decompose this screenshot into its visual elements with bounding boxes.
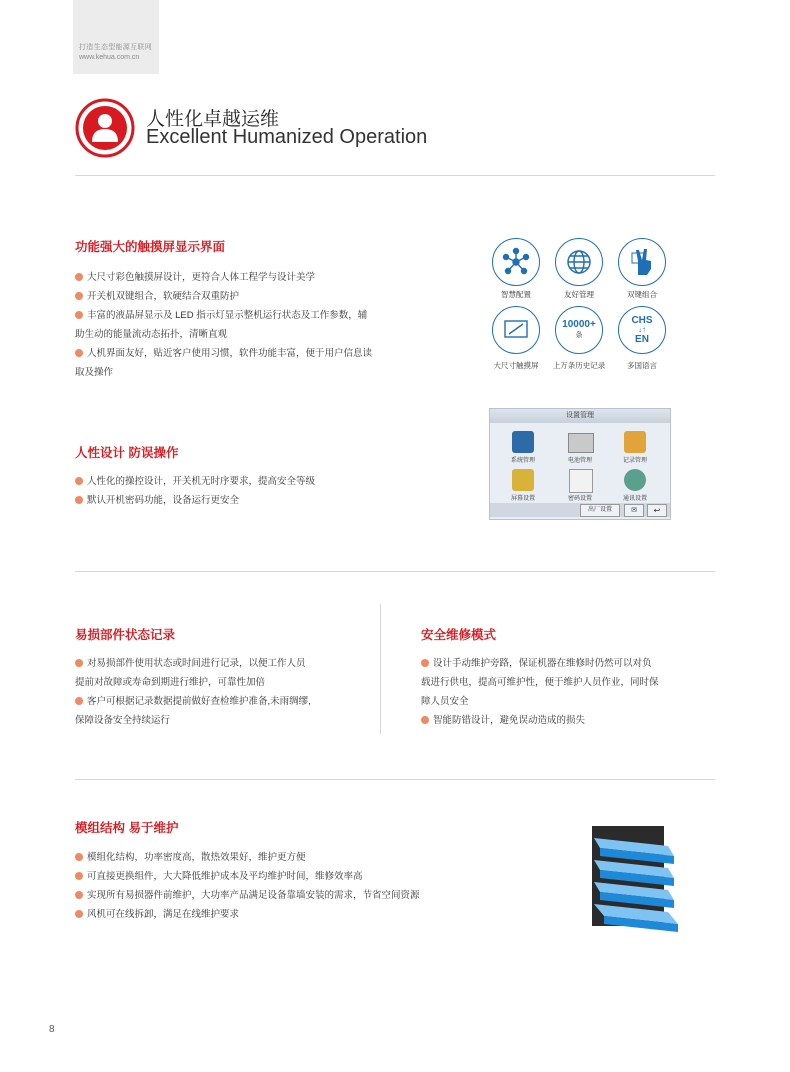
- feature-label: 上万条历史记录: [552, 361, 606, 370]
- bullet-icon: [75, 311, 83, 319]
- list-item: 设计手动维护旁路，保证机器在维修时仍然可以对负: [421, 654, 721, 673]
- screen-title: 设置管理: [490, 409, 670, 423]
- bullet-icon: [75, 910, 83, 918]
- language-top: CHS: [631, 315, 653, 326]
- tile-label: 通讯设置: [622, 496, 647, 502]
- globe-icon: [555, 238, 603, 286]
- swap-arrows-icon: ↓↑: [638, 325, 646, 334]
- divider: [75, 571, 715, 572]
- bullet-icon: [75, 891, 83, 899]
- feature-label: 智慧配置: [501, 290, 531, 299]
- bullet-icon: [421, 659, 429, 667]
- list-item: 实现所有易损器件前维护，大功率产品满足设备靠墙安装的需求，节省空间资源: [75, 886, 495, 905]
- list-item-continued: 保障设备安全持续运行: [75, 715, 171, 726]
- list-item: 丰富的液晶屏显示及 LED 指示灯显示整机运行状态及工作参数，辅: [75, 306, 415, 325]
- module-drawer-illustration: [590, 824, 690, 936]
- hand-icon: [618, 238, 666, 286]
- screen-tile-icon: [512, 469, 534, 491]
- list-item: 可直接更换组件，大大降低维护成本及平均维护时间，维修效率高: [75, 867, 495, 886]
- list-item-continued: 助生动的能量流动态拓扑，清晰直观: [75, 329, 228, 340]
- website-text: www.kehua.com.cn: [79, 54, 140, 61]
- section-body: [421, 654, 721, 730]
- list-item-continued: 载进行供电，提高可维护性，便于维护人员作业，同时保: [421, 677, 659, 688]
- bullet-icon: [75, 853, 83, 861]
- battery-tile-icon: [568, 433, 594, 453]
- tile-label: 系统管理: [510, 458, 535, 464]
- bullet-icon: [75, 349, 83, 357]
- list-item: 模组化结构，功率密度高，散热效果好，维护更方便: [75, 848, 495, 867]
- network-icon: [492, 238, 540, 286]
- list-item: 人机界面友好，贴近客户使用习惯，软件功能丰富，便于用户信息读: [75, 344, 415, 363]
- language-icon: [618, 306, 666, 354]
- language-bottom: EN: [635, 334, 649, 345]
- back-icon[interactable]: ↩: [647, 504, 667, 517]
- bullet-icon: [75, 477, 83, 485]
- factory-reset-button[interactable]: 出厂设置: [580, 504, 620, 517]
- section-title: 模组结构 易于维护: [75, 821, 179, 835]
- section-title: 功能强大的触摸屏显示界面: [75, 240, 226, 254]
- section-body: [75, 472, 415, 510]
- feature-label: 大尺寸触摸屏: [493, 361, 539, 370]
- person-icon: [75, 98, 135, 158]
- records-unit: 条: [575, 332, 583, 339]
- tile-label: 电池管理: [567, 458, 592, 464]
- list-item: 对易损部件使用状态或时间进行记录，以便工作人员: [75, 654, 375, 673]
- page-title-en: Excellent Humanized Operation: [146, 126, 428, 148]
- list-item: 智能防错设计，避免误动造成的损失: [421, 711, 721, 730]
- bullet-icon: [75, 273, 83, 281]
- screen-icon: [492, 306, 540, 354]
- feature-label: 多国语言: [627, 361, 657, 370]
- section-title: 人性设计 防误操作: [75, 446, 179, 460]
- tile-label: 屏幕设置: [510, 496, 535, 502]
- feature-label: 友好管理: [564, 290, 594, 299]
- section-title: 易损部件状态记录: [75, 628, 176, 642]
- vertical-divider: [380, 604, 381, 734]
- bullet-icon: [75, 697, 83, 705]
- mail-icon[interactable]: ✉: [624, 504, 644, 517]
- bullet-icon: [421, 716, 429, 724]
- record-tile-icon: [624, 431, 646, 453]
- list-item: 客户可根据记录数据提前做好查检维护准备,未雨绸缪,: [75, 692, 375, 711]
- divider: [75, 175, 715, 176]
- list-item: 默认开机密码功能，设备运行更安全: [75, 491, 415, 510]
- system-tile-icon: [512, 431, 534, 453]
- list-item-continued: 取及操作: [75, 367, 114, 378]
- comm-tile-icon: [624, 469, 646, 491]
- section-body: [75, 268, 415, 382]
- tile-label: 记录管理: [622, 458, 647, 464]
- password-tile-icon: [569, 469, 593, 493]
- divider: [75, 779, 715, 780]
- page-title-zh: 人性化卓越运维: [146, 109, 280, 130]
- header-tab: [73, 0, 159, 74]
- feature-label: 双键组合: [627, 290, 657, 299]
- list-item: 开关机双键组合，软硬结合双重防护: [75, 287, 415, 306]
- records-number: 10000+: [562, 319, 596, 330]
- list-item-continued: 障人员安全: [421, 696, 469, 707]
- settings-screen: [489, 408, 671, 520]
- list-item: 人性化的操控设计，开关机无时序要求，提高安全等级: [75, 472, 415, 491]
- bullet-icon: [75, 292, 83, 300]
- list-item-continued: 提前对故障或寿命到期进行维护，可靠性加倍: [75, 677, 266, 688]
- section-body: [75, 848, 495, 924]
- list-item: 大尺寸彩色触摸屏设计，更符合人体工程学与设计美学: [75, 268, 415, 287]
- bullet-icon: [75, 659, 83, 667]
- section-body: [75, 654, 375, 730]
- records-icon: [555, 306, 603, 354]
- bullet-icon: [75, 496, 83, 504]
- tile-label: 密码设置: [567, 496, 592, 502]
- bullet-icon: [75, 872, 83, 880]
- list-item: 风机可在线拆卸，满足在线维护要求: [75, 905, 495, 924]
- slogan-text: 打造生态型能源互联网: [79, 44, 152, 51]
- page-number: 8: [49, 1024, 55, 1035]
- section-title: 安全维修模式: [421, 628, 497, 642]
